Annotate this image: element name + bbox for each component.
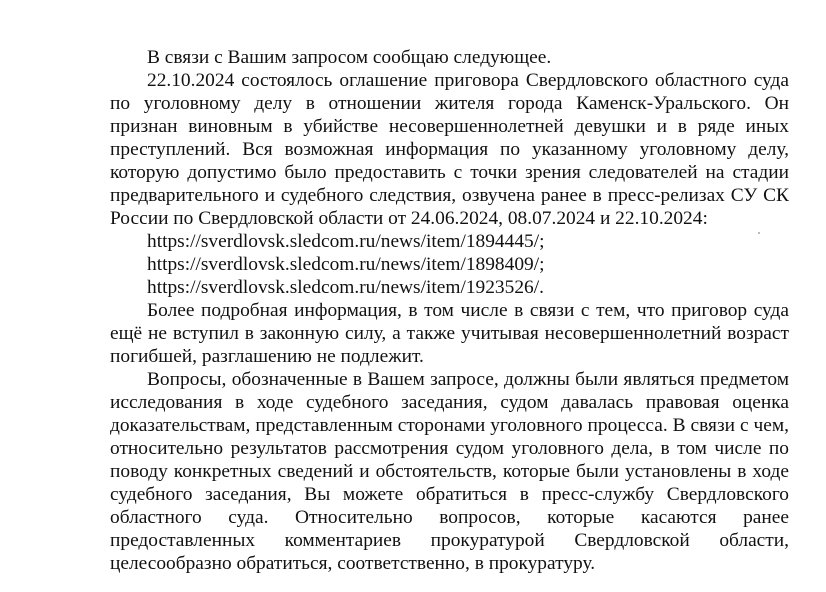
press-release-link-2: https://sverdlovsk.sledcom.ru/news/item/1898409/; bbox=[147, 254, 545, 275]
press-release-link-3: https://sverdlovsk.sledcom.ru/news/item/1923526/. bbox=[147, 277, 544, 298]
paragraph-court-press: Вопросы, обозначенные в Вашем запросе, должны были являться предметом исследования в ходе судебного заседания, судом давалась правовая оценка доказательствам, представленным сторонами уголовного процесса. В связи с чем, относительно результатов рассмотрения судом уголовного дела, в том числе по поводу конкретных сведений и обстоятельств, которые были установлены в ходе судебного заседания, Вы можете обратиться в пресс-службу Свердловского областного суда. Относительно вопросов, которые касаются ранее предоставленных комментариев прокуратурой Свердловской области, целесообразно обратиться, соответственно, в прокуратуру. bbox=[110, 369, 789, 574]
press-release-link-1: https://sverdlovsk.sledcom.ru/news/item/1894445/; bbox=[147, 231, 545, 252]
greeting-line: В связи с Вашим запросом сообщаю следующее. bbox=[147, 47, 552, 68]
letter-body bbox=[110, 46, 789, 575]
paragraph-confidential: Более подробная информация, в том числе в связи с тем, что приговор суда ещё не вступил в законную силу, а также учитывая несовершеннолетний возраст погибшей, разглашению не подлежит. bbox=[110, 300, 789, 367]
paragraph-verdict: 22.10.2024 состоялось оглашение приговора Свердловского областного суда по уголовному делу в отношении жителя города Каменск-Уральского. Он признан виновным в убийстве несовершеннолетней девушки и в ряде иных преступлений. Вся возможная информация по указанному уголовному делу, которую допустимо было предоставить с точки зрения следователей на стадии предварительного и судебного следствия, озвучена ранее в пресс-релизах СУ СК России по Свердловской области от 24.06.2024, 08.07.2024 и 22.10.2024: bbox=[110, 70, 789, 229]
scan-speck bbox=[758, 232, 760, 234]
